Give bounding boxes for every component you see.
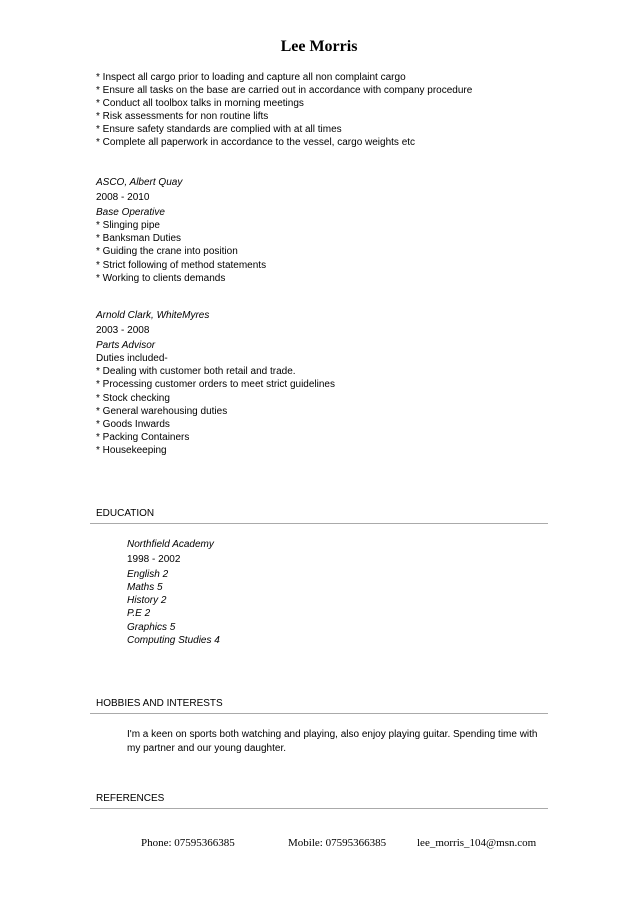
list-item: * Risk assessments for non routine lifts	[96, 111, 269, 123]
job-arnold-clark	[96, 309, 556, 457]
education-details	[127, 538, 587, 647]
list-item: * Strict following of method statements	[96, 259, 267, 271]
job-duties-intro: Duties included-	[96, 353, 168, 365]
email-address[interactable]: lee_morris_104@msn.com	[417, 837, 537, 849]
list-item: * Guiding the crane into position	[96, 246, 238, 258]
hobbies-text: I'm a keen on sports both watching and playing, also enjoy playing guitar. Spending time with my partner and our young daughter.	[127, 729, 538, 754]
job-asco	[96, 176, 556, 285]
intro-duties-list	[96, 71, 556, 150]
section-divider	[90, 713, 548, 714]
job-dates: 2008 - 2010	[96, 192, 150, 204]
list-item: * Stock checking	[96, 392, 170, 404]
section-divider	[90, 523, 548, 524]
grade-item: Computing Studies 4	[127, 634, 220, 646]
list-item: * General warehousing duties	[96, 405, 228, 417]
grade-item: English 2	[127, 569, 169, 581]
candidate-name: Lee Morris	[280, 38, 358, 55]
section-divider	[90, 808, 548, 809]
list-item: * Ensure safety standards are complied with at all times	[96, 124, 342, 136]
list-item: * Banksman Duties	[96, 233, 182, 245]
mobile-number: Mobile: 07595366385	[288, 837, 387, 849]
list-item: * Slinging pipe	[96, 220, 160, 232]
grade-item: History 2	[127, 595, 167, 607]
job-title: Base Operative	[96, 207, 165, 219]
list-item: * Dealing with customer both retail and trade.	[96, 366, 296, 378]
school-name: Northfield Academy	[127, 539, 214, 550]
list-item: * Conduct all toolbox talks in morning meetings	[96, 98, 304, 110]
list-item: * Ensure all tasks on the base are carried out in accordance with company procedure	[96, 85, 473, 97]
grade-item: Maths 5	[127, 582, 163, 594]
job-dates: 2003 - 2008	[96, 325, 150, 337]
list-item: * Processing customer orders to meet strict guidelines	[96, 379, 335, 391]
list-item: * Inspect all cargo prior to loading and capture all non complaint cargo	[96, 72, 406, 83]
phone-number: Phone: 07595366385	[141, 837, 235, 849]
job-employer: Arnold Clark, WhiteMyres	[96, 310, 210, 321]
list-item: * Packing Containers	[96, 431, 190, 443]
list-item: * Complete all paperwork in accordance to the vessel, cargo weights etc	[96, 137, 416, 149]
references-heading: REFERENCES	[96, 793, 165, 804]
education-heading: EDUCATION	[96, 508, 155, 519]
hobbies-heading: HOBBIES AND INTERESTS	[96, 698, 223, 709]
list-item: * Working to clients demands	[96, 272, 226, 284]
list-item: * Housekeeping	[96, 444, 167, 456]
grade-item: Graphics 5	[127, 621, 176, 633]
school-dates: 1998 - 2002	[127, 554, 181, 566]
job-employer: ASCO, Albert Quay	[96, 177, 183, 188]
job-title: Parts Advisor	[96, 340, 156, 352]
list-item: * Goods Inwards	[96, 418, 170, 430]
grade-item: P.E 2	[127, 608, 151, 620]
